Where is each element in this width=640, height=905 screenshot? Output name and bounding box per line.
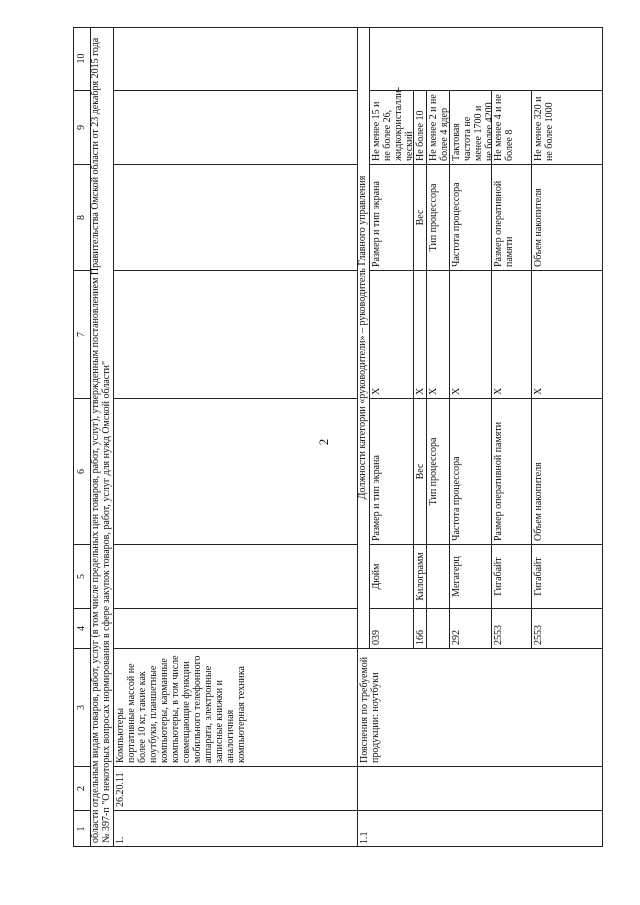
item-char8-cpu-freq: Частота процессора (449, 165, 491, 271)
col-num-8: 8 (73, 165, 90, 271)
item-code-screen: 039 (369, 609, 413, 649)
regulation-header: области отдельным видам товаров, работ, услуг (в том числе предельных цен товаров, работ, услуг), утвержденным постановлением Правительства Омской области от 23 декабря 2015 года № 397-п "О некоторых вопросах нормирования в сфере закупок товаров, работ, услуг для нужд Омской области" (90, 27, 113, 847)
item-char8-cpu-type: Тип процессора (426, 165, 449, 271)
row1-okpd-code: 26.20.11 (113, 767, 357, 811)
col-num-7: 7 (73, 271, 90, 399)
row1-col6 (113, 399, 357, 545)
row1-col7 (113, 271, 357, 399)
item-char8-screen: Размер и тип экрана (369, 165, 413, 271)
item-code-cpu-type (426, 609, 449, 649)
col-num-10: 10 (73, 27, 90, 91)
item-value-storage: Не менее 320 и не более 1000 (531, 91, 603, 165)
item-char-ram: Размер оперативной памяти (491, 399, 531, 545)
item-unit-ram: Гигабайт (491, 545, 531, 609)
row1-col9 (113, 91, 357, 165)
item-char8-weight: Вес (413, 165, 426, 271)
item-char-storage: Объем накопителя (531, 399, 603, 545)
row1-number: 1. (113, 811, 357, 847)
item-col7-screen: X (369, 271, 413, 399)
item-unit-cpu-type (426, 545, 449, 609)
row1-product-name: Компьютеры портативные массой не более 10 кг, такие как ноутбуки, планшетные компьютеры, карманные компьютеры, в том числе совмещающие функции мобильного телефонного аппарата, электронные записные книжки и аналогичная компьютерная техника (113, 649, 357, 767)
col-num-4: 4 (73, 609, 90, 649)
item-col7-cpu-type: X (426, 271, 449, 399)
col-num-9: 9 (73, 91, 90, 165)
item-char-weight: Вес (413, 399, 426, 545)
item-value-weight: Не более 10 (413, 91, 426, 165)
row11-okpd-code (357, 767, 603, 811)
item-col7-storage: X (531, 271, 603, 399)
position-category-header: Должности категории «руководители» – руководитель Главного управления (357, 27, 369, 649)
item-value-screen: Не менее 15 и не более 26, жидкокристалли-ческий (369, 91, 413, 165)
item-char-cpu-freq: Частота процессора (449, 399, 491, 545)
item-value-ram: Не менее 4 и не более 8 (491, 91, 531, 165)
row11-product-name: Пояснения по требуемой продукции: ноутбуки (357, 649, 603, 767)
item-unit-weight: Килограмм (413, 545, 426, 609)
col-num-2: 2 (73, 767, 90, 811)
item-code-weight: 166 (413, 609, 426, 649)
col-num-5: 5 (73, 545, 90, 609)
item-col7-weight: X (413, 271, 426, 399)
item-code-cpu-freq: 292 (449, 609, 491, 649)
col-num-6: 6 (73, 399, 90, 545)
row1-col4 (113, 609, 357, 649)
item-value-cpu-type: Не менее 2 и не более 4 ядер (426, 91, 449, 165)
item-code-ram: 2553 (491, 609, 531, 649)
item-unit-screen: Дюйм (369, 545, 413, 609)
rotated-table (73, 27, 603, 847)
item-char-screen: Размер и тип экрана (369, 399, 413, 545)
item-unit-storage: Гигабайт (531, 545, 603, 609)
row11-col10 (369, 27, 603, 91)
item-col7-cpu-freq: X (449, 271, 491, 399)
item-char-cpu-type: Тип процессора (426, 399, 449, 545)
col-num-3: 3 (73, 649, 90, 767)
row1-col10 (113, 27, 357, 91)
item-char8-ram: Размер оперативной памяти (491, 165, 531, 271)
item-code-storage: 2553 (531, 609, 603, 649)
item-unit-cpu-freq: Мегагерц (449, 545, 491, 609)
item-value-cpu-freq: Тактовая частота не менее 1700 и не более 4200 (449, 91, 491, 165)
item-char8-storage: Объем накопителя (531, 165, 603, 271)
row11-number: 1.1 (357, 811, 603, 847)
row1-col8 (113, 165, 357, 271)
item-col7-ram: X (491, 271, 531, 399)
page-number: 2 (316, 438, 331, 446)
col-num-1: 1 (76, 826, 87, 832)
row1-col5 (113, 545, 357, 609)
